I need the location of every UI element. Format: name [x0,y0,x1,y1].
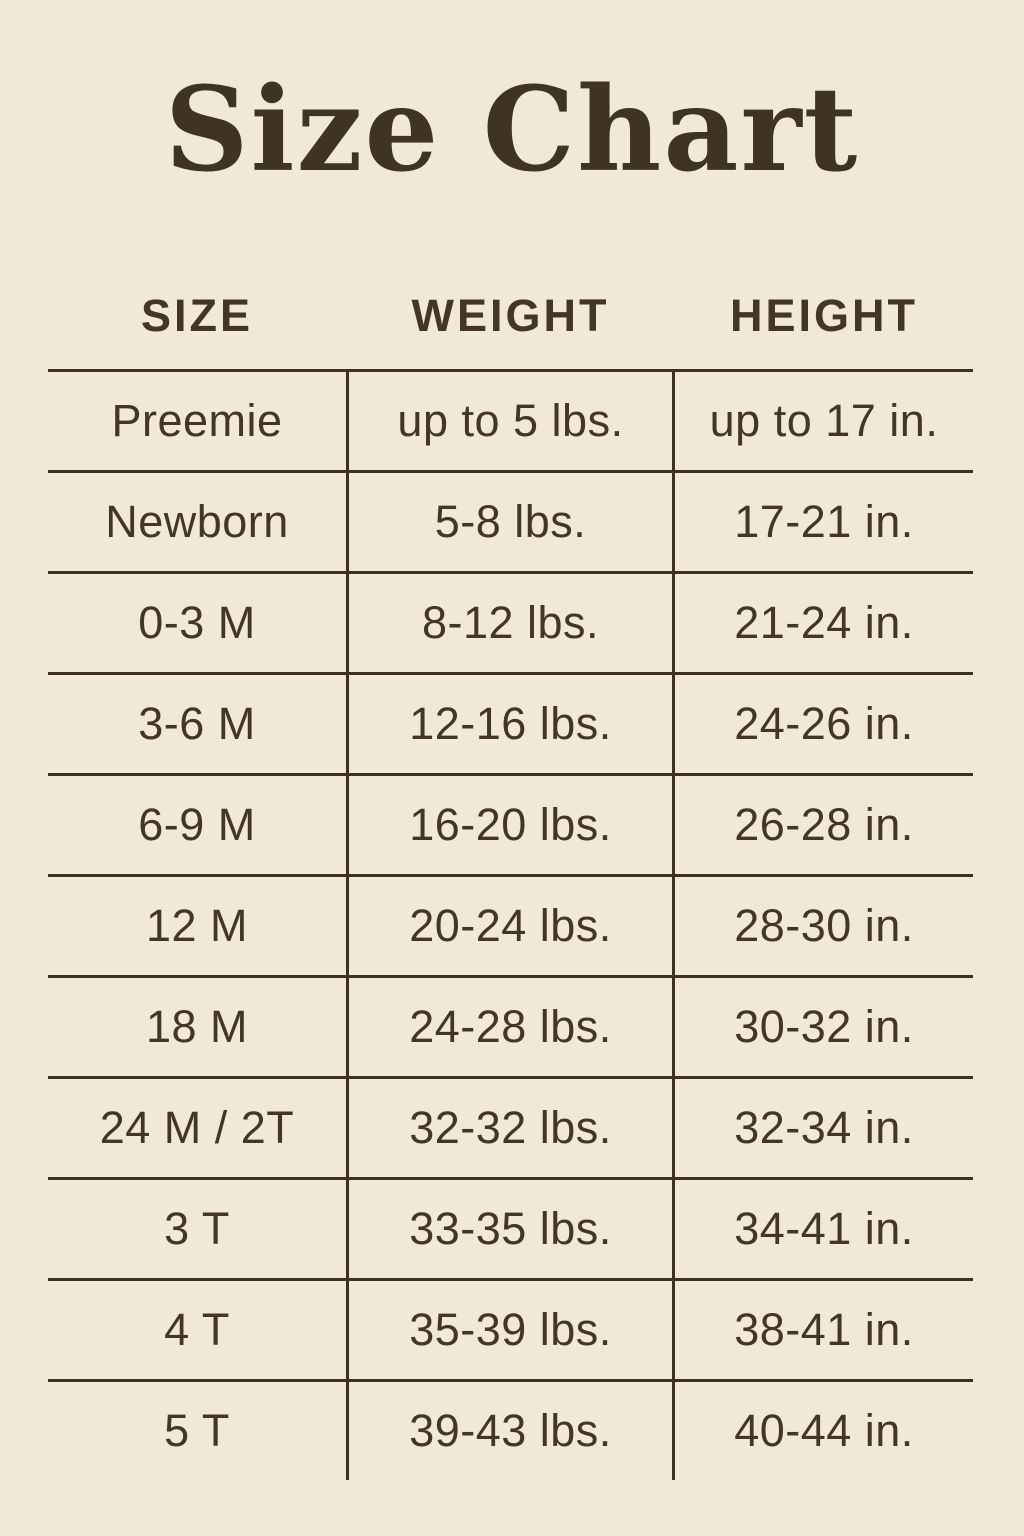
size-cell: 18 M [145,1001,249,1052]
weight-cell: up to 5 lbs. [346,372,675,470]
table-row [48,1379,973,1480]
height-cell: 17-21 in. [734,496,914,547]
weight-cell: 20-24 lbs. [346,877,675,975]
table-row [48,874,973,975]
height-cell: up to 17 in. [709,395,939,446]
table-row [48,773,973,874]
weight-cell: 12-16 lbs. [346,675,675,773]
size-table [48,276,973,1480]
table-header-row [48,276,973,369]
weight-cell: 16-20 lbs. [346,776,675,874]
table-row [48,672,973,773]
column-header-size: SIZE [140,289,254,341]
size-cell: 0-3 M [138,597,256,648]
table-row [48,369,973,470]
height-cell: 26-28 in. [734,799,914,850]
size-cell: 6-9 M [138,799,256,850]
size-cell: 4 T [164,1304,230,1355]
height-cell: 28-30 in. [734,900,914,951]
column-header-height: HEIGHT [729,289,918,341]
table-row [48,975,973,1076]
height-cell: 34-41 in. [734,1203,914,1254]
height-cell: 38-41 in. [734,1304,914,1355]
page-title: Size Chart [164,62,860,198]
weight-cell: 8-12 lbs. [346,574,675,672]
table-row [48,470,973,571]
height-cell: 40-44 in. [734,1405,914,1456]
height-cell: 24-26 in. [734,698,914,749]
height-cell: 32-34 in. [734,1102,914,1153]
weight-cell: 24-28 lbs. [346,978,675,1076]
weight-cell: 39-43 lbs. [346,1382,675,1480]
height-cell: 21-24 in. [734,597,914,648]
weight-cell: 32-32 lbs. [346,1079,675,1177]
table-row [48,1076,973,1177]
table-row [48,1177,973,1278]
weight-cell: 35-39 lbs. [346,1281,675,1379]
size-cell: 12 M [145,900,249,951]
size-cell: 24 M / 2T [99,1102,295,1153]
column-header-weight: WEIGHT [411,289,610,341]
size-cell: 3 T [164,1203,230,1254]
size-cell: 5 T [164,1405,230,1456]
table-row [48,571,973,672]
height-cell: 30-32 in. [734,1001,914,1052]
size-cell: 3-6 M [138,698,256,749]
size-cell: Newborn [105,496,289,547]
table-row [48,1278,973,1379]
table-body [48,369,973,1480]
weight-cell: 33-35 lbs. [346,1180,675,1278]
size-cell: Preemie [111,395,283,446]
weight-cell: 5-8 lbs. [346,473,675,571]
